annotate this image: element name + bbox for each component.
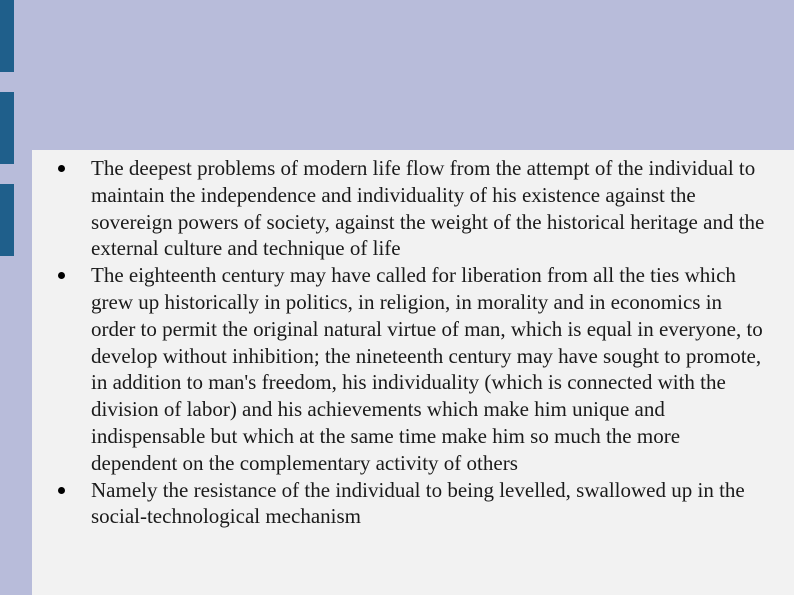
bullet-text: The deepest problems of modern life flow from the attempt of the individual to maintain the independence and individuality of his existence against the sovereign powers of society, against the weight of the historical heritage and the external culture and technique of life [91, 156, 765, 261]
bullet-text: The eighteenth century may have called for liberation from all the ties which grew up historically in politics, in religion, in morality and in economics in order to permit the original natural virtue of man, which is equal in everyone, to develop without inhibition; the nineteenth century may have sought to promote, in addition to man's freedom, his individuality (which is connected with the division of labor) and his achievements which make him unique and indispensable but which at the same time make him so much the more dependent on the complementary activity of others [91, 263, 763, 475]
bullet-dot-icon [58, 487, 65, 494]
bullet-dot-icon [58, 272, 65, 279]
bullet-list [32, 155, 794, 530]
bullet-dot-icon [58, 165, 65, 172]
bullet-item [32, 262, 794, 476]
bullet-text: Namely the resistance of the individual to being levelled, swallowed up in the social-technological mechanism [91, 477, 745, 529]
bullet-item [32, 477, 794, 531]
accent-bar-top [0, 0, 14, 72]
accent-bar-middle [0, 92, 14, 164]
content-panel [32, 150, 794, 595]
accent-bar-bottom [0, 184, 14, 256]
bullet-item [32, 155, 794, 262]
